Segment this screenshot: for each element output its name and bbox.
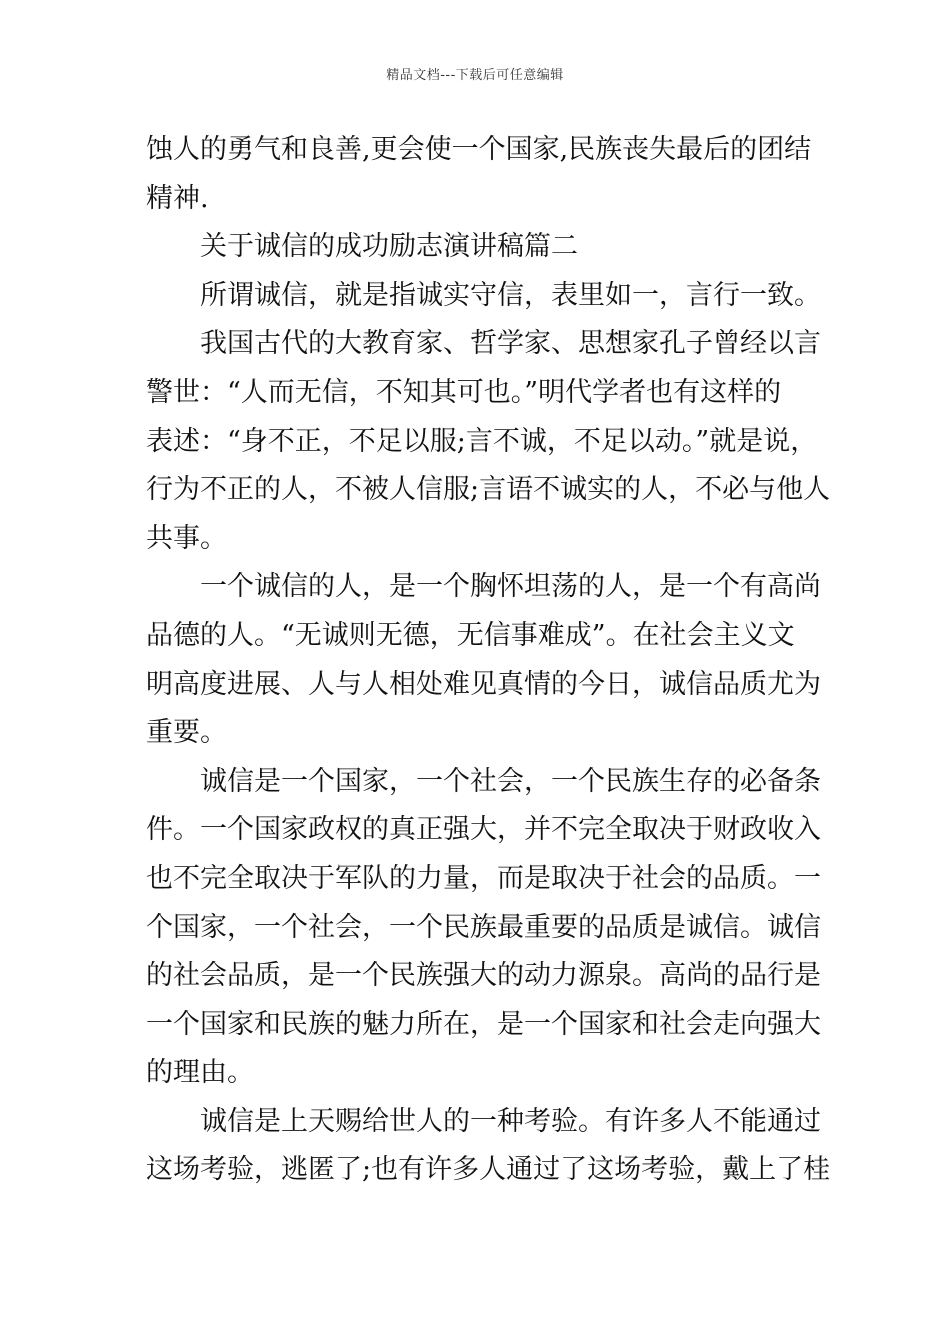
text-line-20: 的理由。 (146, 1057, 254, 1089)
text-line-4: 所谓诚信，就是指诚实守信，表里如一，言行一致。 (200, 279, 821, 311)
text-line-21: 诚信是上天赐给世人的一种考验。有许多人不能通过 (200, 1105, 821, 1137)
text-line-5: 我国古代的大教育家、哲学家、思想家孔子曾经以言 (200, 328, 821, 360)
text-line-18: 的社会品质，是一个民族强大的动力源泉。高尚的品行是 (146, 960, 821, 992)
text-line-19: 一个国家和民族的魅力所在，是一个国家和社会走向强大 (146, 1008, 821, 1040)
text-line-12: 明高度进展、人与人相处难见真情的今日，诚信品质尤为 (146, 668, 821, 700)
text-line-10: 一个诚信的人，是一个胸怀坦荡的人，是一个有高尚 (200, 571, 821, 603)
document-body (146, 126, 831, 1195)
text-line-8: 行为不正的人，不被人信服;言语不诚实的人，不必与他人 (146, 474, 831, 506)
text-line-17: 个国家，一个社会，一个民族最重要的品质是诚信。诚信 (146, 911, 821, 943)
text-line-9: 共事。 (146, 522, 227, 554)
text-line-16: 也不完全取决于军队的力量，而是取决于社会的品质。一 (146, 862, 821, 894)
text-line-14: 诚信是一个国家，一个社会，一个民族生存的必备条 (200, 765, 821, 797)
text-line-15: 件。一个国家政权的真正强大，并不完全取决于财政收入 (146, 814, 821, 846)
text-line-13: 重要。 (146, 717, 227, 749)
text-line-1: 蚀人的勇气和良善,更会使一个国家,民族丧失最后的团结 (146, 134, 812, 165)
text-line-11: 品德的人。“无诚则无德，无信事难成”。在社会主义文 (146, 619, 795, 651)
section-heading: 关于诚信的成功励志演讲稿篇二 (200, 231, 578, 263)
text-line-22: 这场考验，逃匿了;也有许多人通过了这场考验，戴上了桂 (146, 1154, 831, 1186)
text-line-2: 精神. (146, 182, 209, 214)
page-header: 精品文档---下载后可任意编辑 (386, 68, 564, 83)
text-line-6: 警世：“人而无信，不知其可也。”明代学者也有这样的 (146, 376, 782, 408)
text-line-7: 表述：“身不正，不足以服;言不诚，不足以动。”就是说， (146, 425, 818, 457)
